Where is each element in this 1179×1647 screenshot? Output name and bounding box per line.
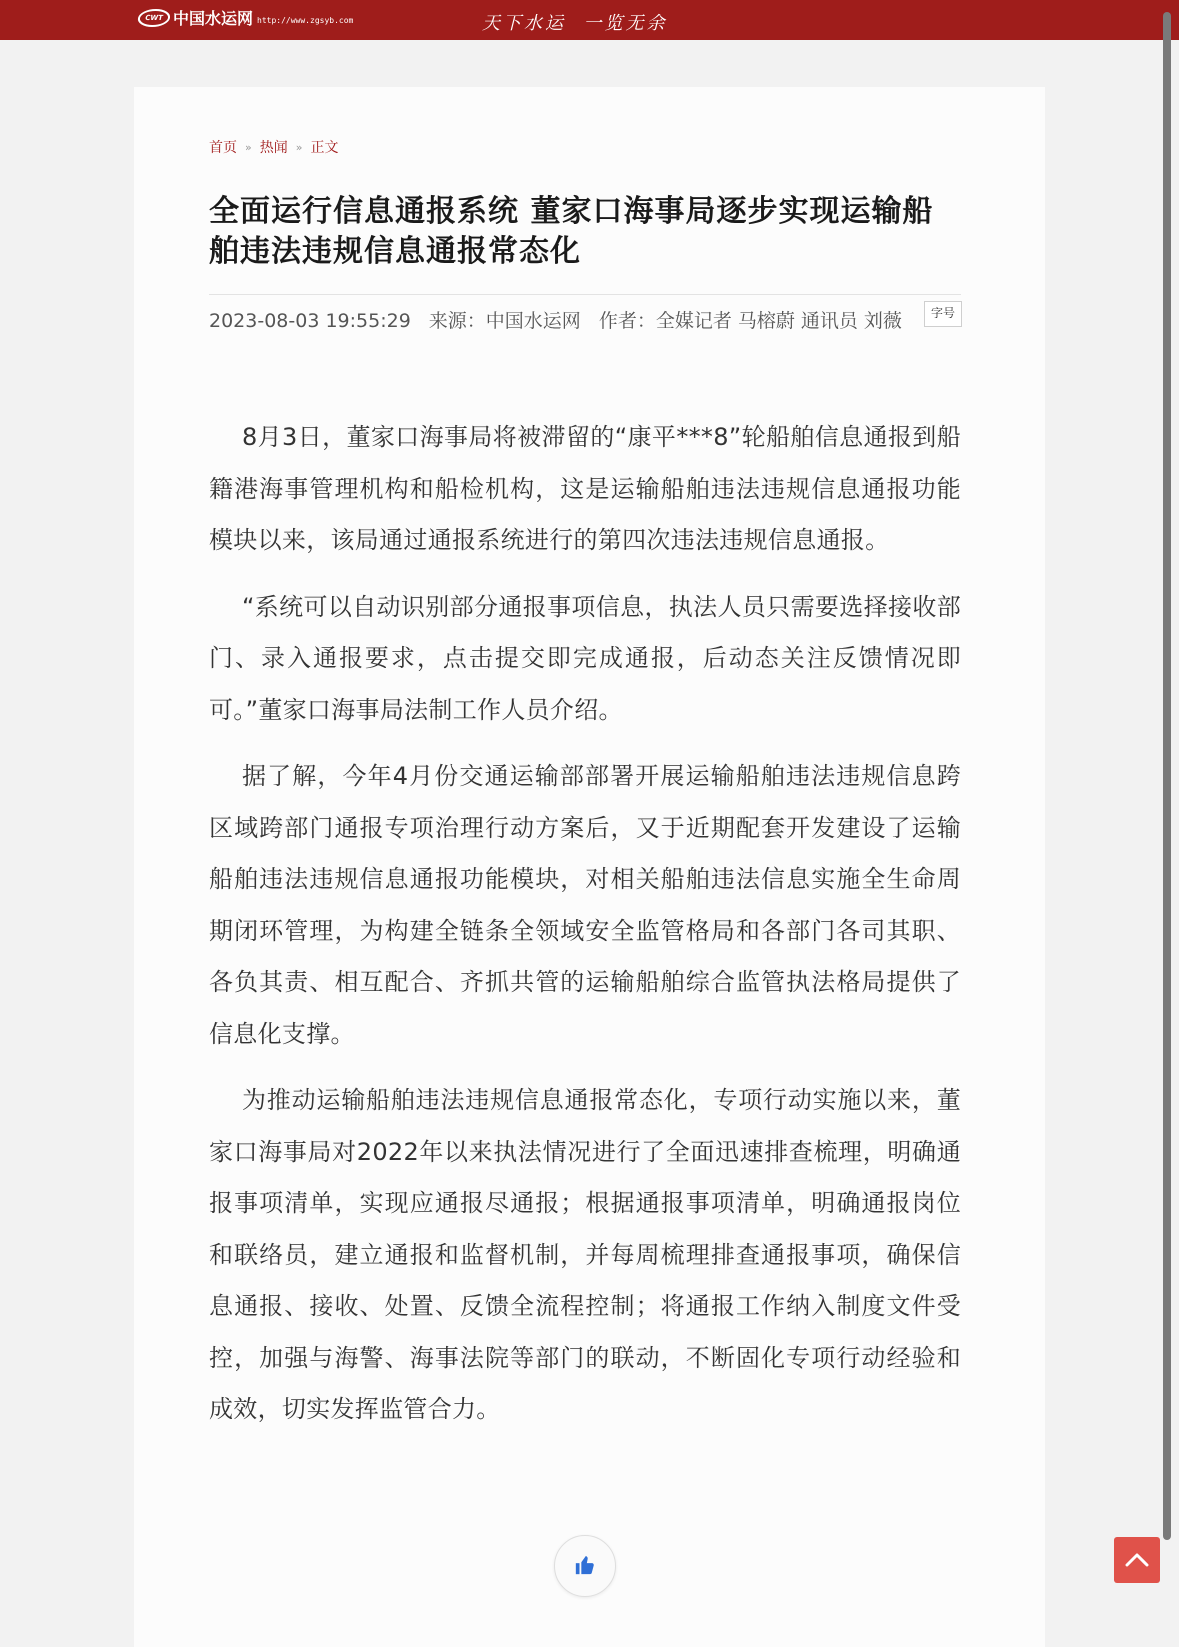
font-size-button[interactable]: 字号 xyxy=(924,301,962,327)
back-to-top-button[interactable] xyxy=(1114,1537,1160,1583)
breadcrumb xyxy=(209,137,338,157)
article-source: 来源：中国水运网 xyxy=(428,310,581,332)
breadcrumb-separator: » xyxy=(245,140,252,154)
article-paragraph: 据了解，今年4月份交通运输部部署开展运输船舶违法违规信息跨区域跨部门通报专项治理行动方案后，又于近期配套开发建设了运输船舶违法违规信息通报功能模块，对相关船舶违法信息实施全生命周期闭环管理，为构建全链条全领域安全监管格局和各部门各司其职、各负其责、相互配合、齐抓共管的运输船舶综合监管执法格局提供了信息化支撑。 xyxy=(209,762,961,1048)
title-divider xyxy=(209,294,961,295)
site-logo[interactable] xyxy=(138,6,353,29)
article-paragraph: 为推动运输船舶违法违规信息通报常态化，专项行动实施以来，董家口海事局对2022年以来执法情况进行了全面迅速排查梳理，明确通报事项清单，实现应通报尽通报；根据通报事项清单，明确通报岗位和联络员，建立通报和监督机制，并每周梳理排查通报事项，确保信息通报、接收、处置、反馈全流程控制；将通报工作纳入制度文件受控，加强与海警、海事法院等部门的联动，不断固化专项行动经验和成效，切实发挥监管合力。 xyxy=(209,1086,961,1423)
article-author: 作者：全媒记者 马榕蔚 通讯员 刘薇 xyxy=(598,310,902,332)
logo-url: http://www.zgsyb.com xyxy=(257,16,354,25)
chevron-up-icon xyxy=(1124,1547,1150,1573)
site-slogan: 天下水运 一览无余 xyxy=(482,13,668,34)
logo-name: 中国水运网 xyxy=(173,9,254,28)
breadcrumb-separator: » xyxy=(295,140,303,154)
scrollbar-thumb[interactable] xyxy=(1163,12,1171,1540)
article-body xyxy=(209,412,961,1451)
thumbs-up-icon xyxy=(574,1554,596,1576)
article-card xyxy=(134,87,1045,1647)
article-title: 全面运行信息通报系统 董家口海事局逐步实现运输船舶违法违规信息通报常态化 xyxy=(209,194,934,269)
logo-mark: CWT xyxy=(136,9,172,27)
like-button[interactable] xyxy=(554,1535,616,1597)
breadcrumb-current[interactable]: 正文 xyxy=(310,140,339,156)
article-datetime: 2023-08-03 19:55:29 xyxy=(209,310,411,332)
breadcrumb-section[interactable]: 热闻 xyxy=(259,140,288,156)
article-meta xyxy=(209,305,909,337)
article-paragraph: “系统可以自动识别部分通报事项信息，执法人员只需要选择接收部门、录入通报要求，点击提交即完成通报，后动态关注反馈情况即可。”董家口海事局法制工作人员介绍。 xyxy=(209,592,961,724)
breadcrumb-home[interactable]: 首页 xyxy=(209,140,237,156)
site-header xyxy=(0,0,1179,40)
article-paragraph: 8月3日，董家口海事局将被滞留的“康平***8”轮船舶信息通报到船籍港海事管理机构和船检机构，这是运输船舶违法违规信息通报功能模块以来，该局通过通报系统进行的第四次违法违规信息通报。 xyxy=(209,423,961,554)
